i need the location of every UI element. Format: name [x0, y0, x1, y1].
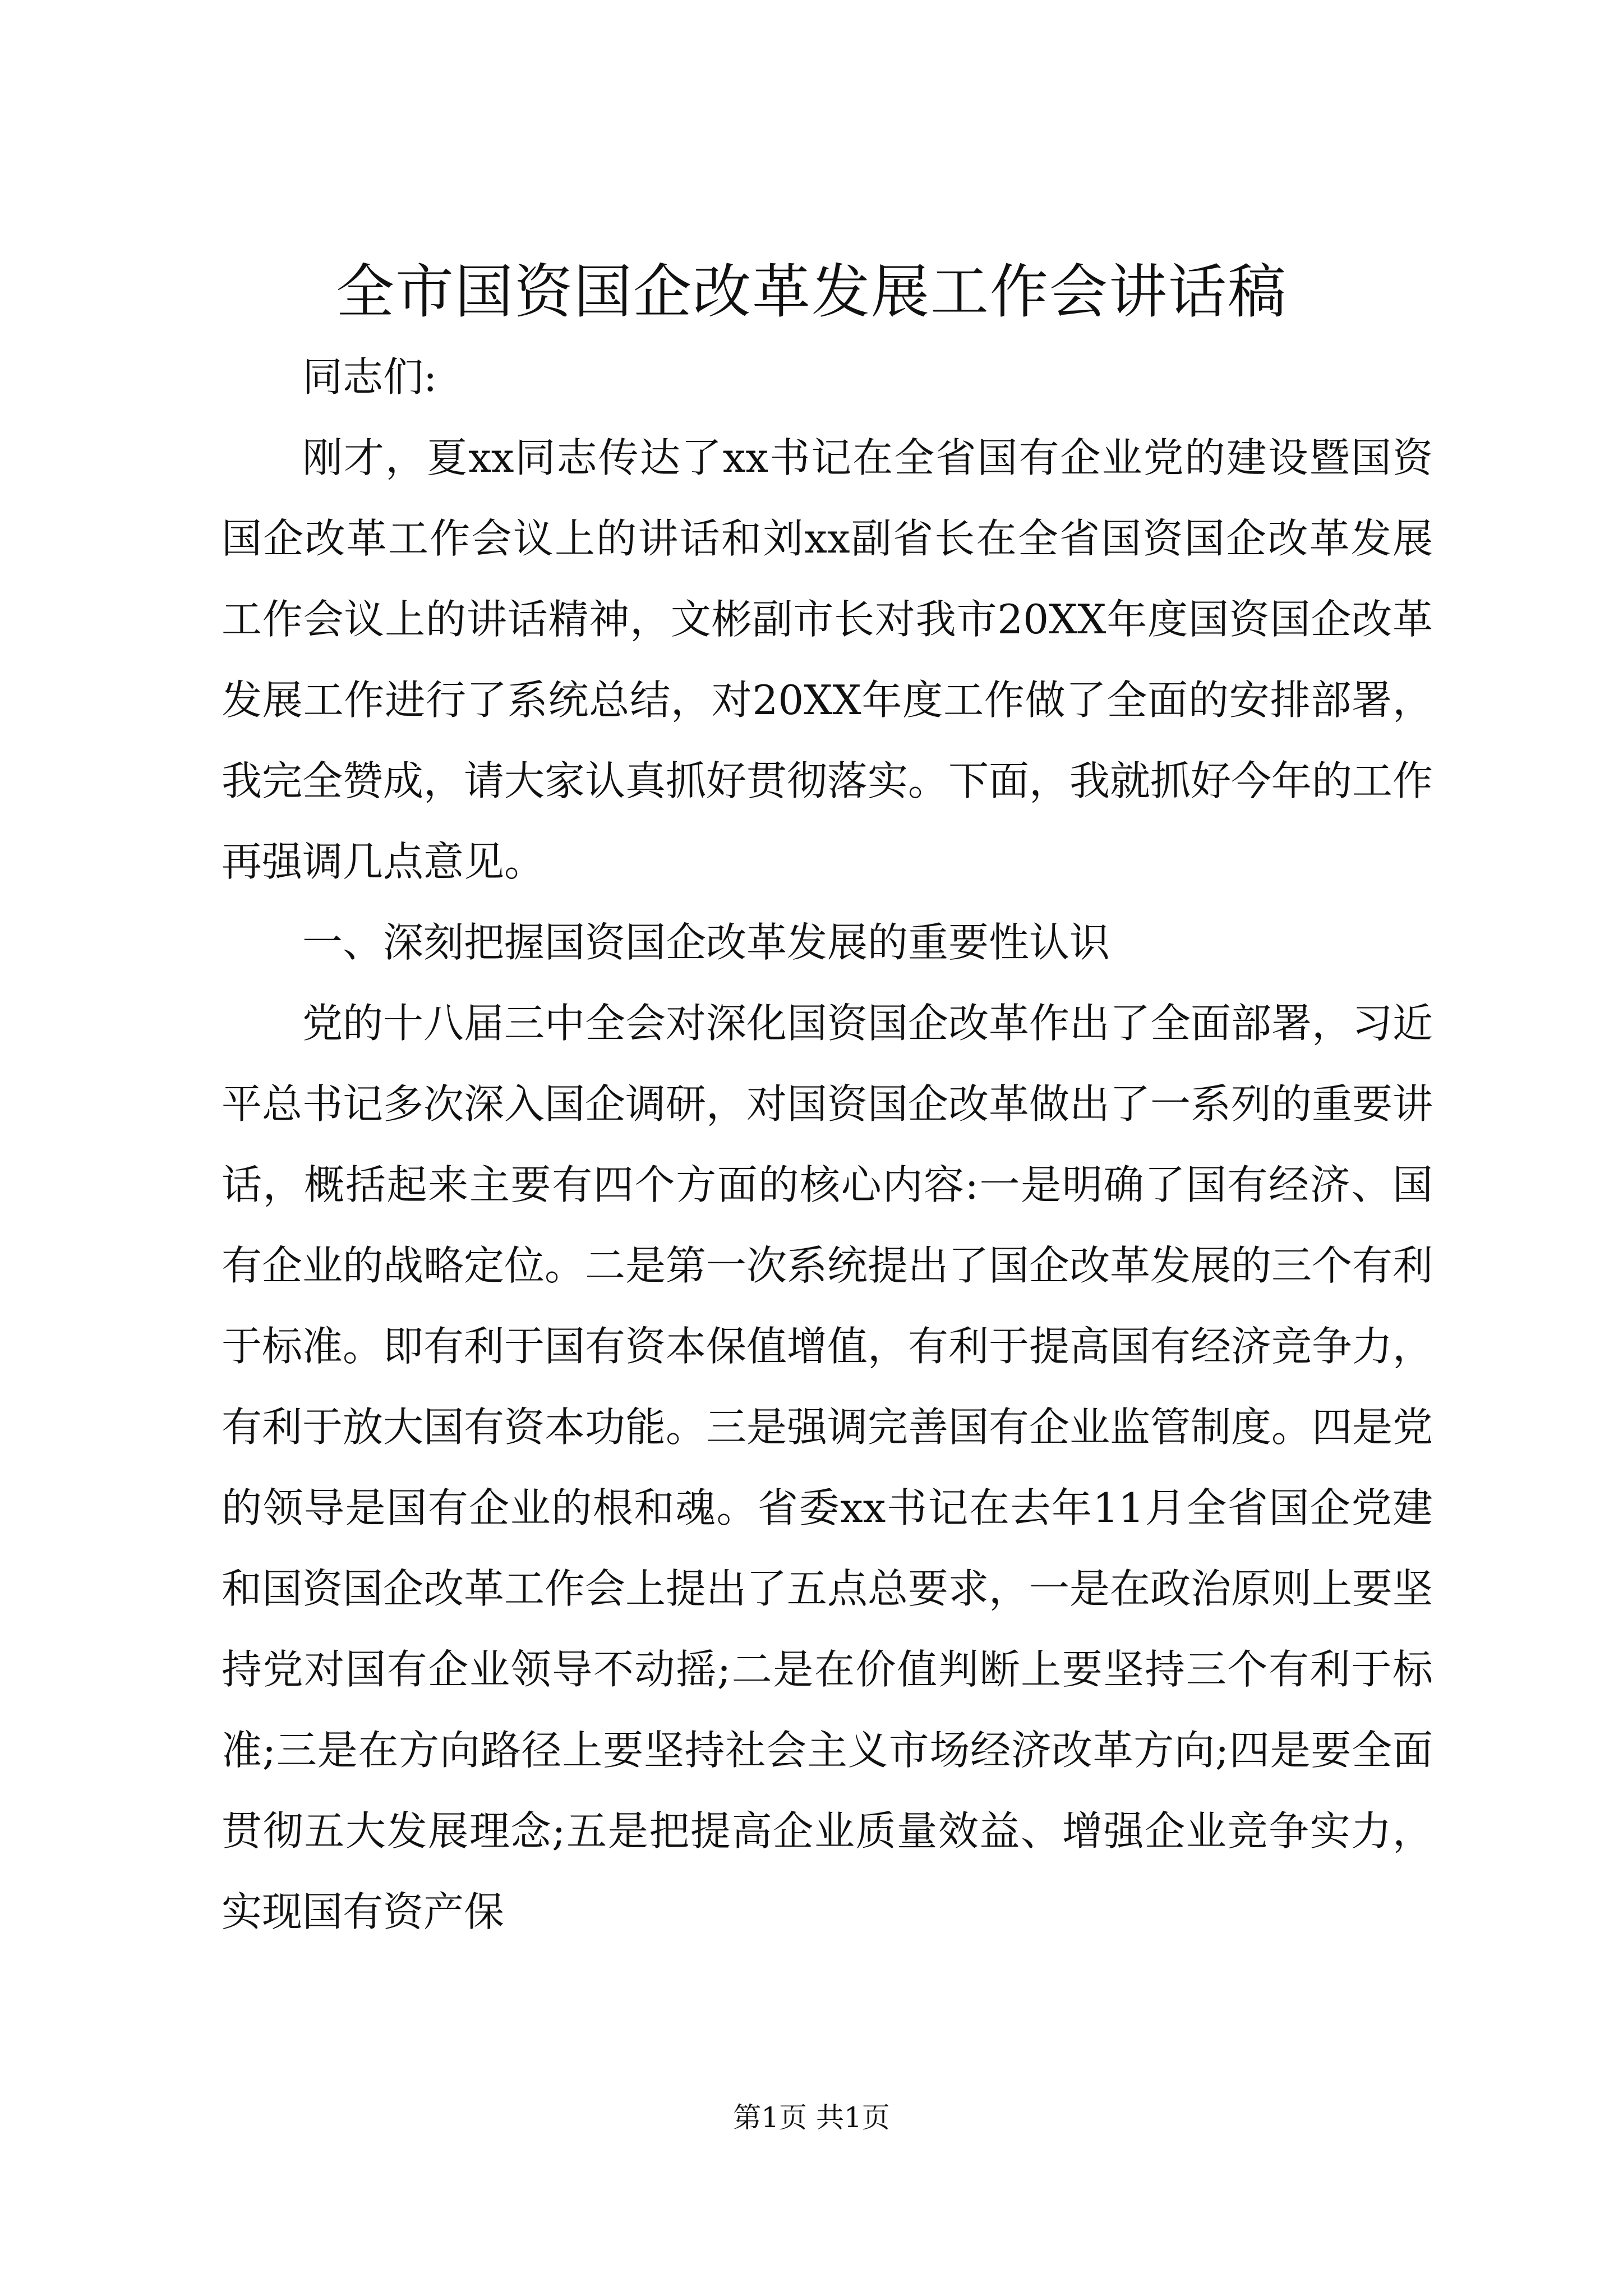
- document-title: 全市国资国企改革发展工作会讲话稿: [335, 257, 1287, 326]
- section-heading: 一、深刻把握国资国企改革发展的重要性认识: [302, 919, 1110, 966]
- body-paragraph: 党的十八届三中全会对深化国资国企改革作出了全面部署，习近平总书记多次深入国企调研，对国资国企改革做出了一系列的重要讲话，概括起来主要有四个方面的核心内容:一是明确了国有经济、国有企业的战略定位。二是第一次系统提出了国企改革发展的三个有利于标准。即有利于国有资本保值增值，有利于提高国有经济竞争力，有利于放大国有资本功能。三是强调完善国有企业监管制度。四是党的领导是国有企业的根和魂。省委xx书记在去年11月全省国企党建和国资国企改革工作会上提出了五点总要求，一是在政治原则上要坚持党对国有企业领导不动摇;二是在价值判断上要坚持三个有利于标准;三是在方向路径上要坚持社会主义市场经济改革方向;四是要全面贯彻五大发展理念;五是把提高企业质量效益、增强企业竞争实力，实现国有资产保: [222, 1000, 1433, 1935]
- salutation-paragraph: 同志们:: [302, 353, 437, 401]
- intro-paragraph: 刚才，夏xx同志传达了xx书记在全省国有企业党的建设暨国资国企改革工作会议上的讲话和刘xx副省长在全省国资国企改革发展工作会议上的讲话精神，文彬副市长对我市20XX年度国资国企改革发展工作进行了系统总结，对20XX年度工作做了全面的安排部署，我完全赞成，请大家认真抓好贯彻落实。下面，我就抓好今年的工作再强调几点意见。: [222, 434, 1433, 885]
- document-body: [222, 337, 1433, 1952]
- page-footer: 第1页 共1页: [733, 2101, 890, 2134]
